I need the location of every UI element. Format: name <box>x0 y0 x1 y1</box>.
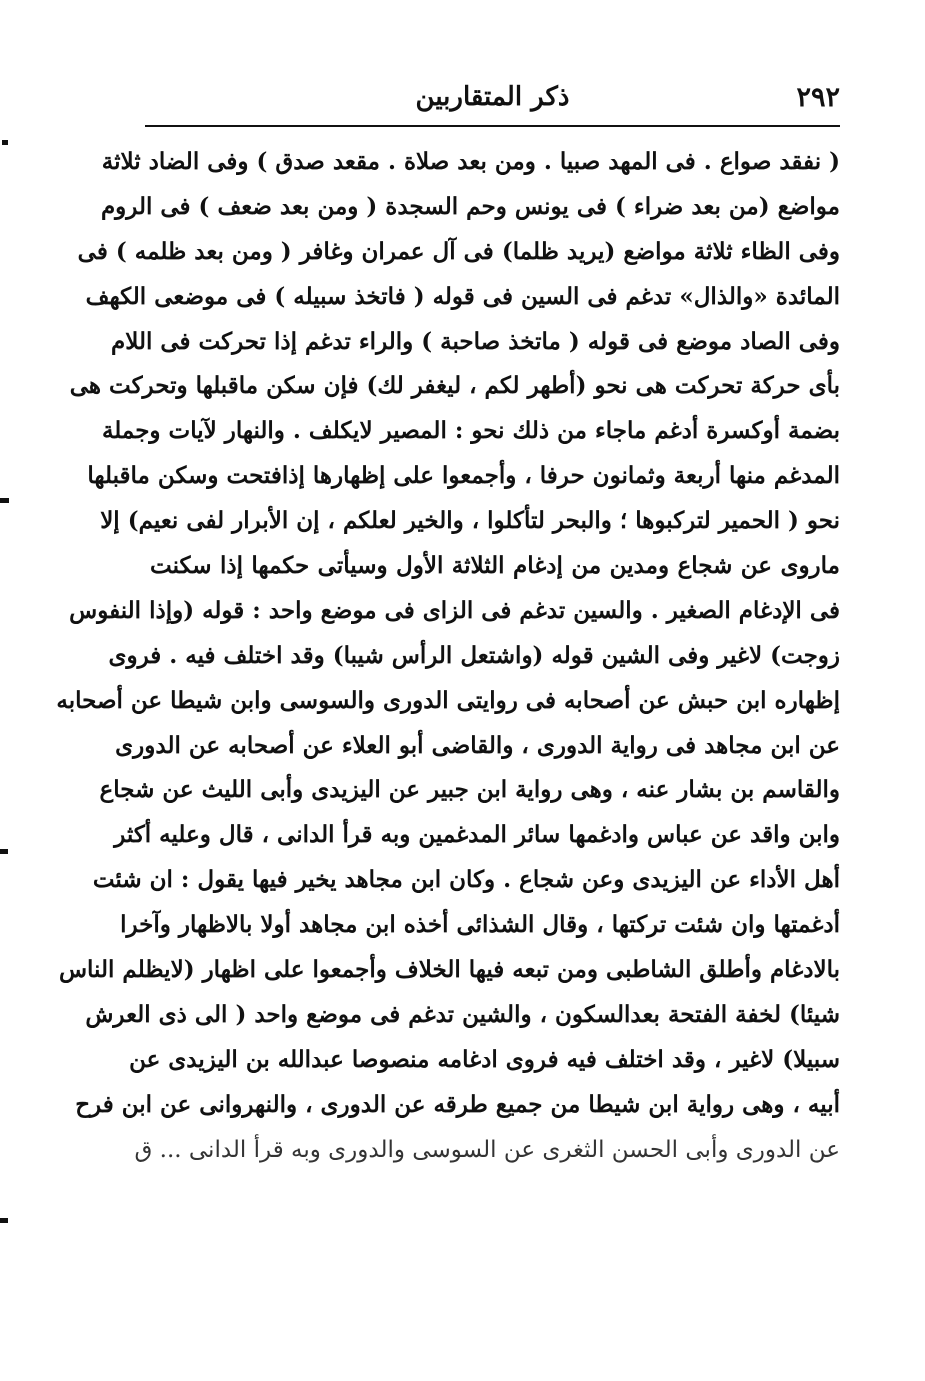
text-line: أبيه ، وهى رواية ابن شيطا من جميع طرقه عن الدورى ، والنهروانى عن ابن فرح <box>75 1090 840 1118</box>
text-line: ( نفقد صواع . فى المهد صبيا . ومن بعد صلاة . مقعد صدق ) وفى الضاد ثلاثة <box>101 148 840 175</box>
scan-mark <box>0 1218 8 1223</box>
text-line: مواضع (من بعد ضراء ) فى يونس وحم السجدة ( ومن بعد ضعف ) فى الروم <box>100 192 840 220</box>
text-line: المدغم منها أربعة وثمانون حرفا ، وأجمعوا على إظهارها إذافتحت وسكن ماقبلها <box>87 462 840 490</box>
text-line: عن ابن مجاهد فى رواية الدورى ، والقاضى أبو العلاء عن أصحابه عن الدورى <box>115 731 840 759</box>
body-text <box>56 140 840 1172</box>
page-number: ٢٩٢ <box>796 82 840 113</box>
running-title: ذكر المتقاربين <box>415 82 570 112</box>
scan-mark <box>0 849 8 854</box>
text-line: سبيلا) لاغير ، وقد اختلف فيه فروى ادغامه منصوصا عبدالله بن اليزيدى عن <box>129 1045 840 1073</box>
text-line: أهل الأداء عن اليزيدى وعن شجاع . وكان ابن مجاهد يخير فيها يقول : ان شئت <box>92 866 840 894</box>
text-line: المائدة «والذال» تدغم فى السين فى قوله ( فاتخذ سبيله ) فى موضعى الكهف <box>85 282 840 310</box>
text-line: وفى الصاد موضع فى قوله ( ماتخذ صاحبة ) والراء تدغم إذا تحركت فى اللام <box>111 327 840 355</box>
text-line: عن الدورى وأبى الحسن الثغرى عن السوسى والدورى وبه قرأ الدانى ... ق <box>134 1136 840 1163</box>
text-line: زوجت) لاغير وفى الشين قوله (واشتعل الرأس شيبا) وقد اختلف فيه . فروى <box>108 641 840 669</box>
text-line: بضمة أوكسرة أدغم ماجاء من ذلك نحو : المصير لايكلف . والنهار لآيات وجملة <box>101 417 840 445</box>
page-header <box>145 82 840 124</box>
text-line: ماروى عن شجاع ومدين من إدغام الثلاثة الأول وسيأتى حكمها إذا سكنت <box>150 552 840 580</box>
text-line: وفى الظاء ثلاثة مواضع (يريد ظلما) فى آل عمران وغافر ( ومن بعد ظلمه ) فى <box>77 237 840 265</box>
text-line: بالادغام وأطلق الشاطبى ومن تبعه فيها الخلاف وأجمعوا على اظهار (لايظلم الناس <box>58 956 840 984</box>
scan-mark <box>2 140 8 145</box>
text-line: نحو ( الحمير لتركبوها ؛ والبحر لتأكلوا ، والخير لعلكم ، إن الأبرار لفى نعيم) إلا <box>100 507 840 535</box>
text-line: إظهاره ابن حبش عن أصحابه فى روايتى الدورى والسوسى وابن شيطا عن أصحابه <box>56 686 840 714</box>
text-line: شيئا) لخفة الفتحة بعدالسكون ، والشين تدغم فى موضع واحد ( الى ذى العرش <box>85 1000 840 1028</box>
text-line: بأى حركة تحركت هى نحو (أطهر لكم ، ليغفر لك) فإن سكن ماقبلها وتحركت هى <box>69 372 840 400</box>
header-rule <box>145 125 840 127</box>
text-line: فى الإدغام الصغير . والسين تدغم فى الزاى فى موضع واحد : قوله (وإذا النفوس <box>69 596 840 624</box>
scan-mark <box>0 498 9 503</box>
text-line: والقاسم بن بشار عنه ، وهى رواية ابن جبير عن اليزيدى وأبى الليث عن شجاع <box>99 776 840 804</box>
text-line: وابن واقد عن عباس وادغمها سائر المدغمين وبه قرأ الدانى ، قال وعليه أكثر <box>114 821 840 849</box>
text-line: أدغمتها وان شئت تركتها ، وقال الشذائى أخذه ابن مجاهد أولا بالاظهار وآخرا <box>120 911 840 939</box>
